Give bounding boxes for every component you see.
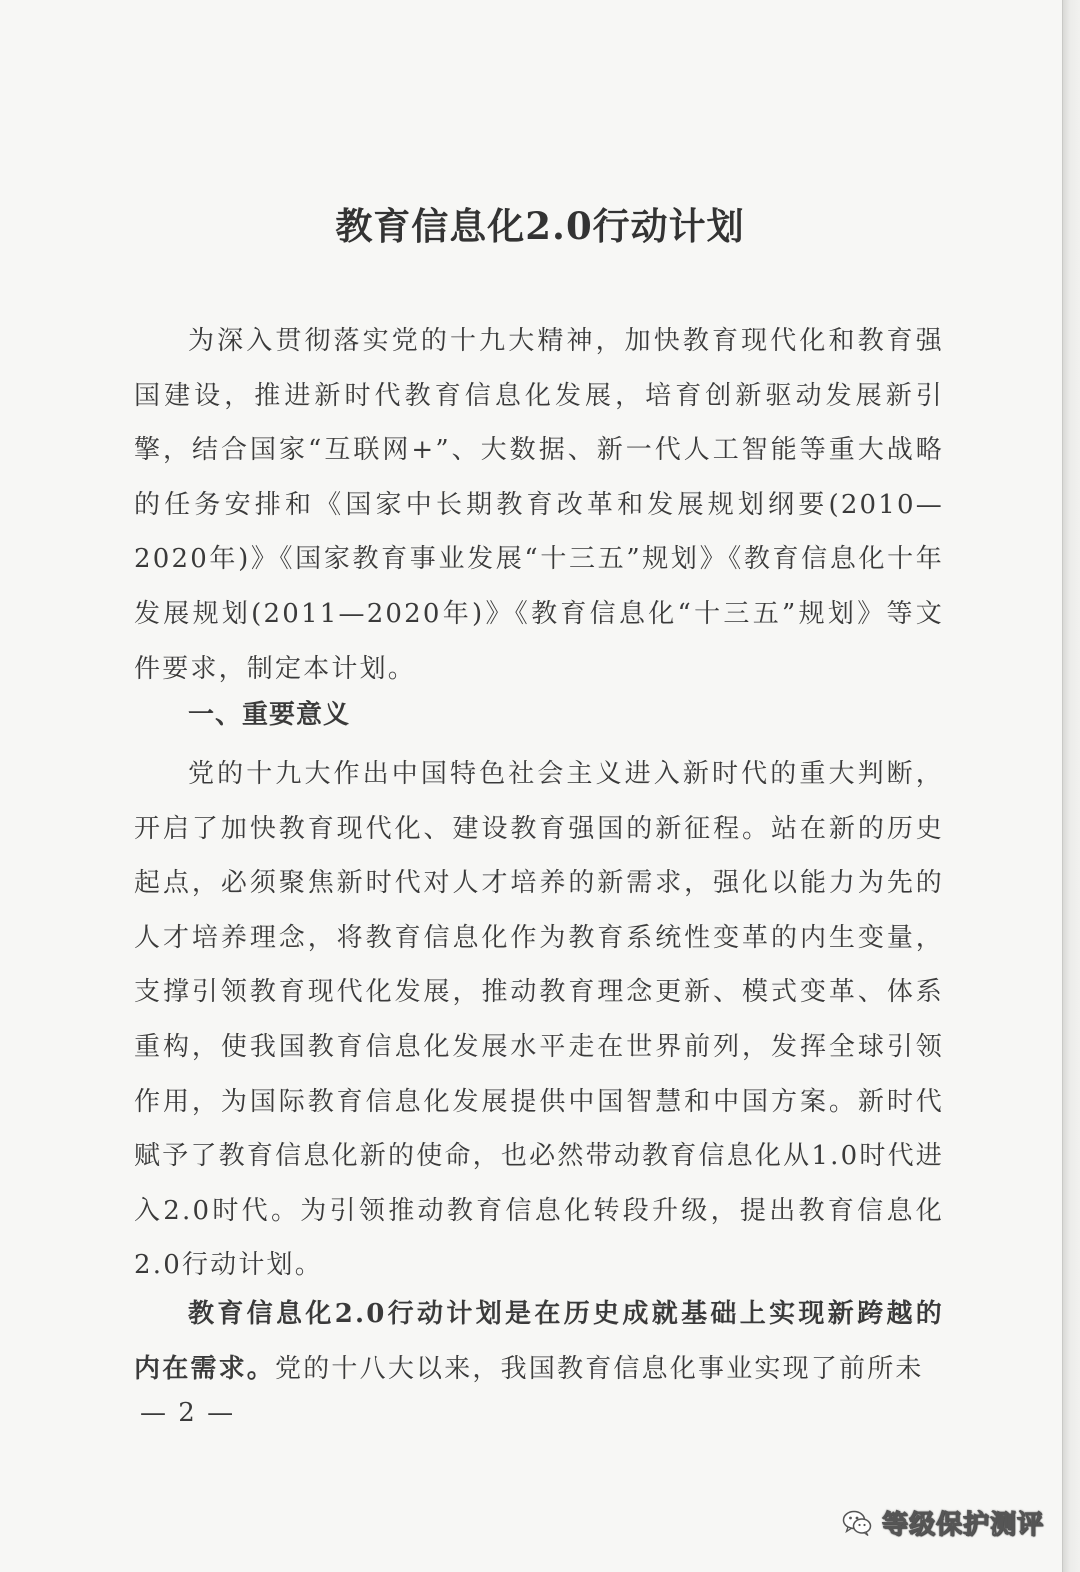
requirement-paragraph-body: 党的十八大以来，我国教育信息化事业实现了前所未 (275, 1353, 924, 1384)
watermark-text: 等级保护测评 (882, 1510, 1045, 1540)
document-title: 教育信息化2.0行动计划 (335, 204, 745, 248)
wechat-icon (842, 1509, 872, 1537)
page-edge-shadow (1062, 0, 1080, 1572)
section-heading-importance: 一、重要意义 (188, 700, 351, 730)
watermark (842, 1504, 1044, 1541)
importance-paragraph: 党的十九大作出中国特色社会主义进入新时代的重大判断，开启了加快教育现代化、建设教育强国的新征程。站在新的历史起点，必须聚焦新时代对人才培养的新需求，强化以能力为先的人才培养理念，将教育信息化作为教育系统性变革的内生变量，支撑引领教育现代化发展，推动教育理念更新、模式变革、体系重构，使我国教育信息化发展水平走在世界前列，发挥全球引领作用，为国际教育信息化发展提供中国智慧和中国方案。新时代赋予了教育信息化新的使命，也必然带动教育信息化从1.0时代进入2.0时代。为引领推动教育信息化转段升级，提出教育信息化2.0行动计划。 (134, 759, 944, 1281)
requirement-paragraph (134, 1287, 944, 1396)
intro-paragraph: 为深入贯彻落实党的十九大精神，加快教育现代化和教育强国建设，推进新时代教育信息化发展，培育创新驱动发展新引擎，结合国家“互联网+”、大数据、新一代人工智能等重大战略的任务安排和《国家中长期教育改革和发展规划纲要(2010—2020年)》《国家教育事业发展“十三五”规划》《教育信息化十年发展规划(2011—2020年)》《教育信息化“十三五”规划》等文件要求，制定本计划。 (134, 326, 944, 684)
page-number: — 2 — (140, 1398, 236, 1428)
requirement-paragraph-lead: 教育信息化2.0行动计划是在历史成就基础上实现新跨越的内在需求。 (134, 1299, 944, 1384)
